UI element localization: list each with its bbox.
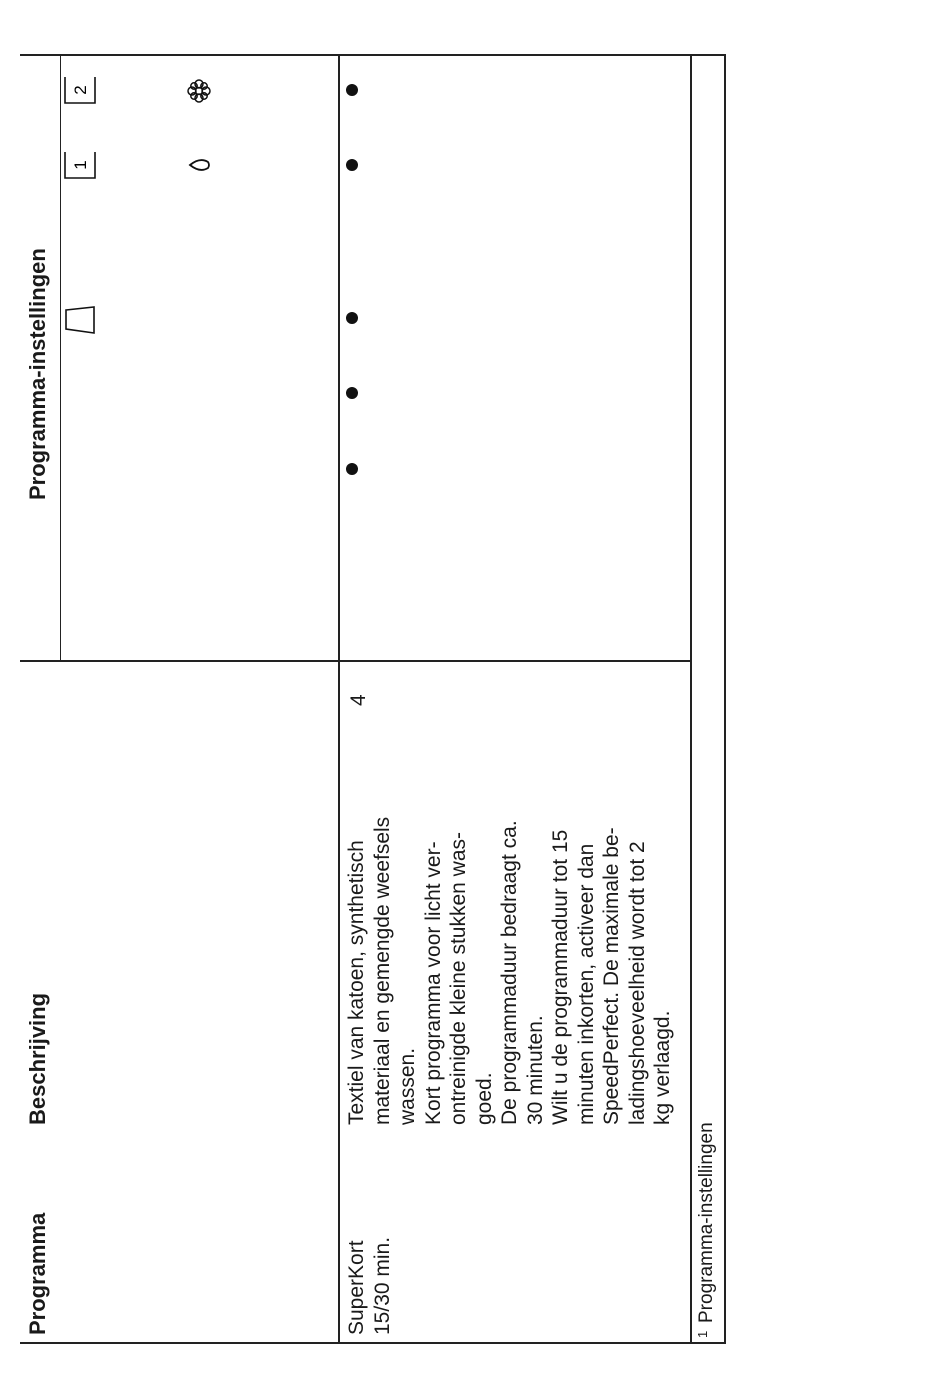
settings-subheader-rule [60,54,61,660]
setting-dot-5 [346,463,358,475]
setting-dot-compartment-1 [346,159,358,171]
body-row-divider [690,54,692,1343]
top-rule [20,54,724,56]
footnote-text: Programma-instellingen [696,1122,717,1323]
program-description: Textiel van katoen, synthetisch materiaal en gemengde weefsels wassen. Kort programma voor licht ver- ontreinigde kleine stukken was- goed. De programmaduur bedraagt ca. 30 minuten. Wilt u de programmaduur tot 15 minuten inkorten, activeer dan SpeedPerfect. De maximale be- ladingshoeveelheid wordt tot 2 kg verlaagd. [345,816,674,1125]
outer-right-rule [724,54,726,1343]
svg-text:1: 1 [71,160,90,170]
program-name: SuperKort 15/30 min. [345,1236,394,1335]
settings-section-divider [20,660,690,662]
setting-dot-4 [346,387,358,399]
compartment-2-icon [62,73,98,107]
compartment-1-icon [62,148,98,182]
header-programma-instellingen: Programma-instellingen [25,248,50,500]
svg-text:2: 2 [71,85,90,95]
header-programma: Programma [25,1212,50,1335]
footnote-marker: 1 [695,1330,710,1338]
basin-icon [62,303,98,337]
header-beschrijving: Beschrijving [25,992,50,1125]
footnote-reference: 4 [347,694,370,706]
header-row-divider [338,54,340,1343]
setting-dot-compartment-2 [346,84,358,96]
setting-dot-basin [346,312,358,324]
drop-icon [186,152,212,178]
bottom-rule [20,1342,726,1344]
flower-icon [186,78,212,104]
